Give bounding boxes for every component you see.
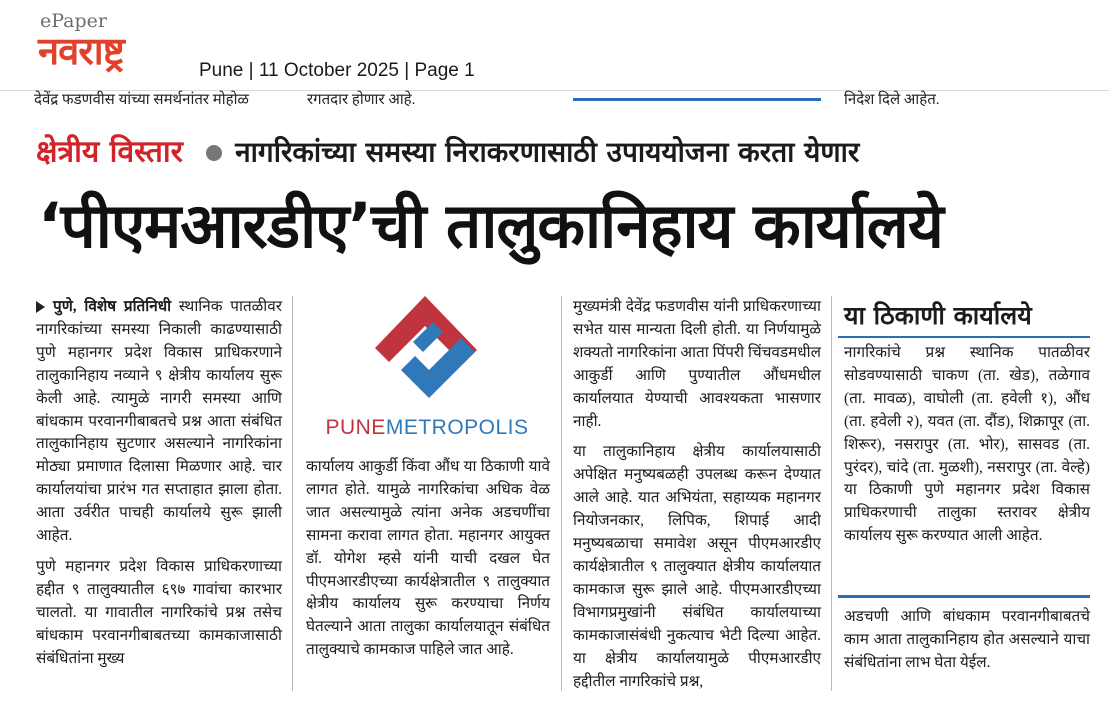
subheadline: नागरिकांच्या समस्या निराकरणासाठी उपाययोजना करता येणार <box>235 135 860 169</box>
cut-line-col4: निदेश दिले आहेत. <box>844 92 940 108</box>
sidebar-rule <box>838 336 1090 338</box>
article-column-2 <box>306 456 550 670</box>
paragraph: नागरिकांचे प्रश्न स्थानिक पातळीवर सोडवण्यासाठी चाकण (ता. खेड), तळेगाव (ता. मावळ), वाघोली (ता. हवेली १), औंध (ता. हवेली २), यवत (ता. दौंड), शिक्रापूर (ता. शिरूर), नसरापुर (ता. भोर), सासवड (ता. पुरंदर), चांदे (ता. मुळशी), नसरापुर (ता. वेल्हे) या ठिकाणी पुणे महानगर प्रदेश विकास प्राधिकरणाची तालुका स्तरावर क्षेत्रीय कार्यालय सुरू करण्यात आली आहेत. <box>844 344 1090 545</box>
kicker-row <box>36 130 859 174</box>
pmrda-logo-icon <box>304 292 550 412</box>
cut-line-col2: रगतदार होणार आहे. <box>307 92 416 108</box>
sidebar-divider <box>838 595 1090 598</box>
cut-line-col1: देवेंद्र फडणवीस यांच्या समर्थनांतर मोहोळ <box>34 92 249 108</box>
column-divider <box>292 296 293 691</box>
sidebar-continued <box>844 606 1090 683</box>
paragraph: मुख्यमंत्री देवेंद्र फडणवीस यांनी प्राधिकरणाच्या सभेत यास मान्यता दिली होती. या निर्णयामुळे शक्यतो नागरिकांना आता पिंपरी चिंचवडमधील आकुर्डी आणि पुण्यातील औंधमधील कार्यालयात येण्याची आवश्यकता भासणार नाही. <box>573 298 821 430</box>
arrow-right-icon <box>36 301 45 313</box>
logo-word-pune: PUNE <box>325 416 386 439</box>
newspaper-logo[interactable]: नवराष्ट्र <box>38 29 124 73</box>
logo-wordmark <box>304 416 550 440</box>
pune-metropolis-logo <box>304 292 550 442</box>
column-divider <box>561 296 562 691</box>
section-label: क्षेत्रीय विस्तार <box>36 134 183 170</box>
dateline: पुणे, विशेष प्रतिनिधी <box>53 298 172 315</box>
paragraph: अडचणी आणि बांधकाम परवानगीबाबतचे काम आता तालुकानिहाय होत असल्याने याचा संबंधितांना लाभ घेता येईल. <box>844 608 1090 671</box>
article-column-1 <box>36 296 282 679</box>
article-column-3 <box>573 296 821 701</box>
bullet-dot-icon <box>206 145 222 161</box>
edition-info: Pune | 11 October 2025 | Page 1 <box>199 60 475 81</box>
headline: ‘पीएमआरडीए’ची तालुकानिहाय कार्यालये <box>38 189 943 262</box>
paragraph: कार्यालय आकुर्डी किंवा औंध या ठिकाणी यावे लागत होते. यामुळे नागरिकांचा अधिक वेळ जात असल्यामुळे त्यांना अनेक अडचणींचा सामना करावा लागत होता. महानगर आयुक्त डॉ. योगेश म्हसे यांनी याची दखल घेत पीएमआरडीएच्या कार्यक्षेत्रातील ९ तालुक्यात क्षेत्रीय कार्यालय सुरू करण्याचा निर्णय घेतल्याने आता तालुका कार्यालयातून संबंधित तालुक्याचे कामकाज पाहिले जात आहे. <box>306 458 550 659</box>
blue-rule <box>573 98 821 101</box>
sidebar-body <box>844 342 1090 556</box>
logo-word-metropolis: METROPOLIS <box>385 416 529 439</box>
paragraph: पुणे महानगर प्रदेश विकास प्राधिकरणाच्या हद्दीत ९ तालुक्यातील ६९७ गावांचा कारभार चालतो. या गावातील नागरिकांचे प्रश्न तसेच बांधकाम परवानगीबाबतच्या कामकाजासाठी संबंधितांना मुख्य <box>36 557 282 667</box>
paragraph-text: स्थानिक पातळीवर नागरिकांच्या समस्या निकाली काढण्यासाठी पुणे महानगर प्रदेश विकास प्राधिकरणाने तालुकानिहाय नव्याने ९ क्षेत्रीय कार्यालय सुरू केली आहे. त्यामुळे नागरी समस्या आणि बांधकाम परवानगीबाबतचे प्रश्न आता संबंधित तालुकानिहाय सुटणार असल्याने नागरिकांना मोठ्या प्रमाणात दिलासा मिळणार आहे. चार कार्यालयांचा प्रारंभ गत सप्ताहात झाला होता. आता उर्वरीत पाचही कार्यालये सुरू झाली आहेत. <box>36 298 283 545</box>
sidebar-title: या ठिकाणी कार्यालये <box>844 301 1032 330</box>
masthead <box>0 0 1109 91</box>
paragraph <box>36 296 282 548</box>
paragraph: या तालुकानिहाय क्षेत्रीय कार्यालयासाठी अपेक्षित मनुष्यबळही उपलब्ध करून देण्यात आले आहे. यात अभियंता, सहाय्यक महानगर नियोजनकार, लिपिक, शिपाई आदी मनुष्यबळाचा समावेश असून पीएमआरडीए कार्यक्षेत्रातील ९ तालुक्यात क्षेत्रीय कार्यालयात कामकाज सुरू झाले आहे. पीएमआरडीएच्या विभागप्रमुखांनी संबंधित कार्यालयाच्या कामकाजासंबंधी नुकत्याच भेटी दिल्या आहेत. या क्षेत्रीय कार्यालयामुळे पीएमआरडीए हद्दीतील नागरिकांचे प्रश्न, <box>573 443 821 690</box>
column-divider <box>831 296 832 691</box>
epaper-label: ePaper <box>40 10 107 32</box>
